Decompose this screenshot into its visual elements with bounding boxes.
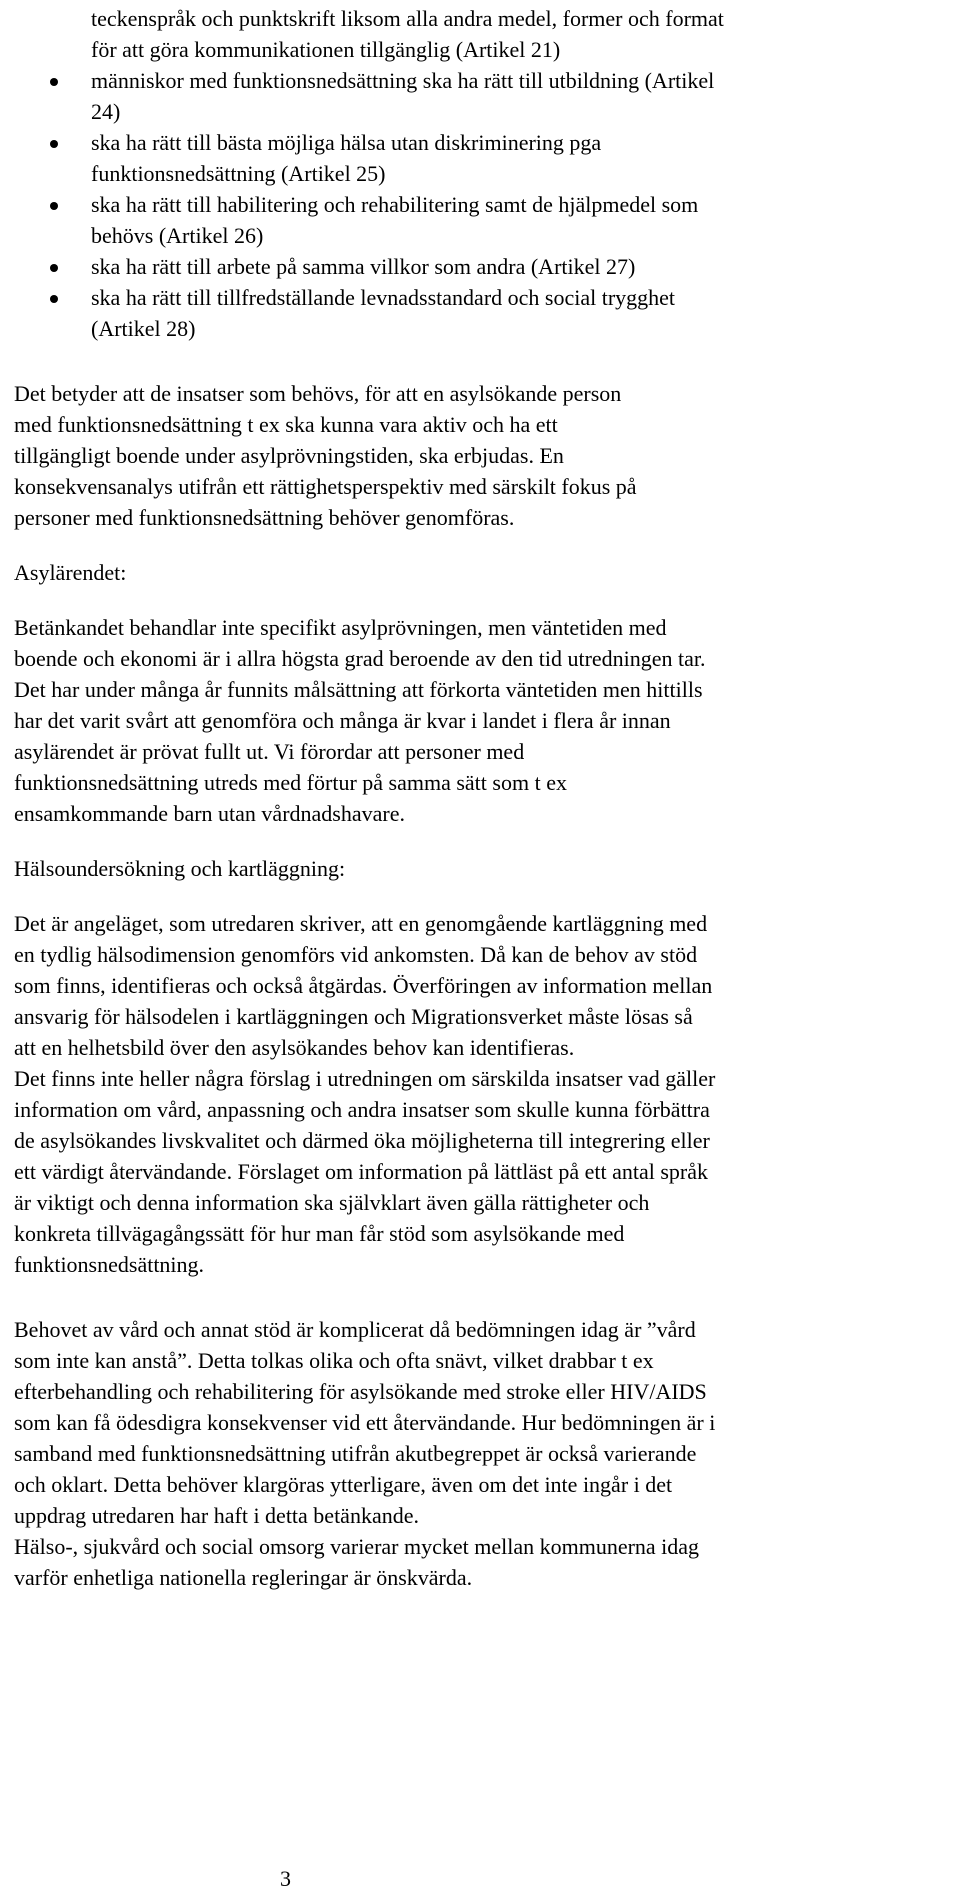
paragraph-line: Det betyder att de insatser som behövs, för att en asylsökande person [14,381,622,406]
paragraph-line: funktionsnedsättning utreds med förtur på samma sätt som t ex [14,770,567,795]
bullet-item-line: 24) [91,99,121,124]
bullet-continuation-line: teckenspråk och punktskrift liksom alla andra medel, former och format [91,6,724,31]
paragraph-line: har det varit svårt att genomföra och många är kvar i landet i flera år innan [14,708,671,733]
bullet-icon [50,264,58,272]
bullet-icon [50,140,58,148]
paragraph-line: ansvarig för hälsodelen i kartläggningen och Migrationsverket måste lösas så [14,1004,693,1029]
paragraph-line: personer med funktionsnedsättning behöver genomföras. [14,505,515,530]
paragraph-line: asylärendet är prövat fullt ut. Vi förordar att personer med [14,739,525,764]
paragraph-line: konsekvensanalys utifrån ett rättighetsperspektiv med särskilt fokus på [14,474,637,499]
paragraph-line: ett värdigt återvändande. Förslaget om information på lättläst på ett antal språk [14,1159,708,1184]
bullet-icon [50,295,58,303]
paragraph-line: boende och ekonomi är i allra högsta grad beroende av den tid utredningen tar. [14,646,706,671]
page-number: 3 [280,1866,291,1891]
paragraph-line: som inte kan anstå”. Detta tolkas olika och ofta snävt, vilket drabbar t ex [14,1348,654,1373]
bullet-icon [50,202,58,210]
paragraph-line: funktionsnedsättning. [14,1252,205,1277]
paragraph-line: Behovet av vård och annat stöd är komplicerat då bedömningen idag är ”vård [14,1317,696,1342]
section-heading: Hälsoundersökning och kartläggning: [14,856,346,881]
paragraph-line: som finns, identifieras och också åtgärdas. Överföringen av information mellan [14,973,713,998]
paragraph-line: efterbehandling och rehabilitering för asylsökande med stroke eller HIV/AIDS [14,1379,707,1404]
paragraph-line: de asylsökandes livskvalitet och därmed öka möjligheterna till integrering eller [14,1128,710,1153]
paragraph-line: som kan få ödesdigra konsekvenser vid ett återvändande. Hur bedömningen är i [14,1410,716,1435]
paragraph-line: ensamkommande barn utan vårdnadshavare. [14,801,405,826]
paragraph-line: Betänkandet behandlar inte specifikt asylprövningen, men väntetiden med [14,615,667,640]
paragraph-line: uppdrag utredaren har haft i detta betänkande. [14,1503,419,1528]
section-heading: Asylärendet: [14,560,127,585]
paragraph-line: med funktionsnedsättning t ex ska kunna vara aktiv och ha ett [14,412,558,437]
paragraph-line: en tydlig hälsodimension genomförs vid ankomsten. Då kan de behov av stöd [14,942,698,967]
paragraph-line: varför enhetliga nationella regleringar är önskvärda. [14,1565,473,1590]
paragraph-line: Det finns inte heller några förslag i utredningen om särskilda insatser vad gäller [14,1066,716,1091]
bullet-item-line: behövs (Artikel 26) [91,223,264,248]
paragraph-line: är viktigt och denna information ska självklart även gälla rättigheter och [14,1190,650,1215]
bullet-item-line: funktionsnedsättning (Artikel 25) [91,161,386,186]
bullet-item-line: ska ha rätt till tillfredställande levnadsstandard och social trygghet [91,285,676,310]
bullet-item-line: (Artikel 28) [91,316,196,341]
bullet-icon [50,78,58,86]
paragraph-line: tillgängligt boende under asylprövningstiden, ska erbjudas. En [14,443,564,468]
bullet-item-line: ska ha rätt till habilitering och rehabilitering samt de hjälpmedel som [91,192,699,217]
bullet-item-line: ska ha rätt till arbete på samma villkor som andra (Artikel 27) [91,254,636,279]
paragraph-line: konkreta tillvägagångssätt för hur man får stöd som asylsökande med [14,1221,625,1246]
paragraph-line: och oklart. Detta behöver klargöras ytterligare, även om det inte ingår i det [14,1472,673,1497]
bullet-item-line: ska ha rätt till bästa möjliga hälsa utan diskriminering pga [91,130,602,155]
paragraph-line: Det har under många år funnits målsättning att förkorta väntetiden men hittills [14,677,703,702]
paragraph-line: Det är angeläget, som utredaren skriver, att en genomgående kartläggning med [14,911,708,936]
paragraph-line: att en helhetsbild över den asylsökandes behov kan identifieras. [14,1035,575,1060]
bullet-item-line: människor med funktionsnedsättning ska ha rätt till utbildning (Artikel [91,68,715,93]
paragraph-line: samband med funktionsnedsättning utifrån akutbegreppet är också varierande [14,1441,697,1466]
paragraph-line: Hälso-, sjukvård och social omsorg varierar mycket mellan kommunerna idag [14,1534,700,1559]
paragraph-line: information om vård, anpassning och andra insatser som skulle kunna förbättra [14,1097,710,1122]
bullet-continuation-line: för att göra kommunikationen tillgänglig (Artikel 21) [91,37,561,62]
